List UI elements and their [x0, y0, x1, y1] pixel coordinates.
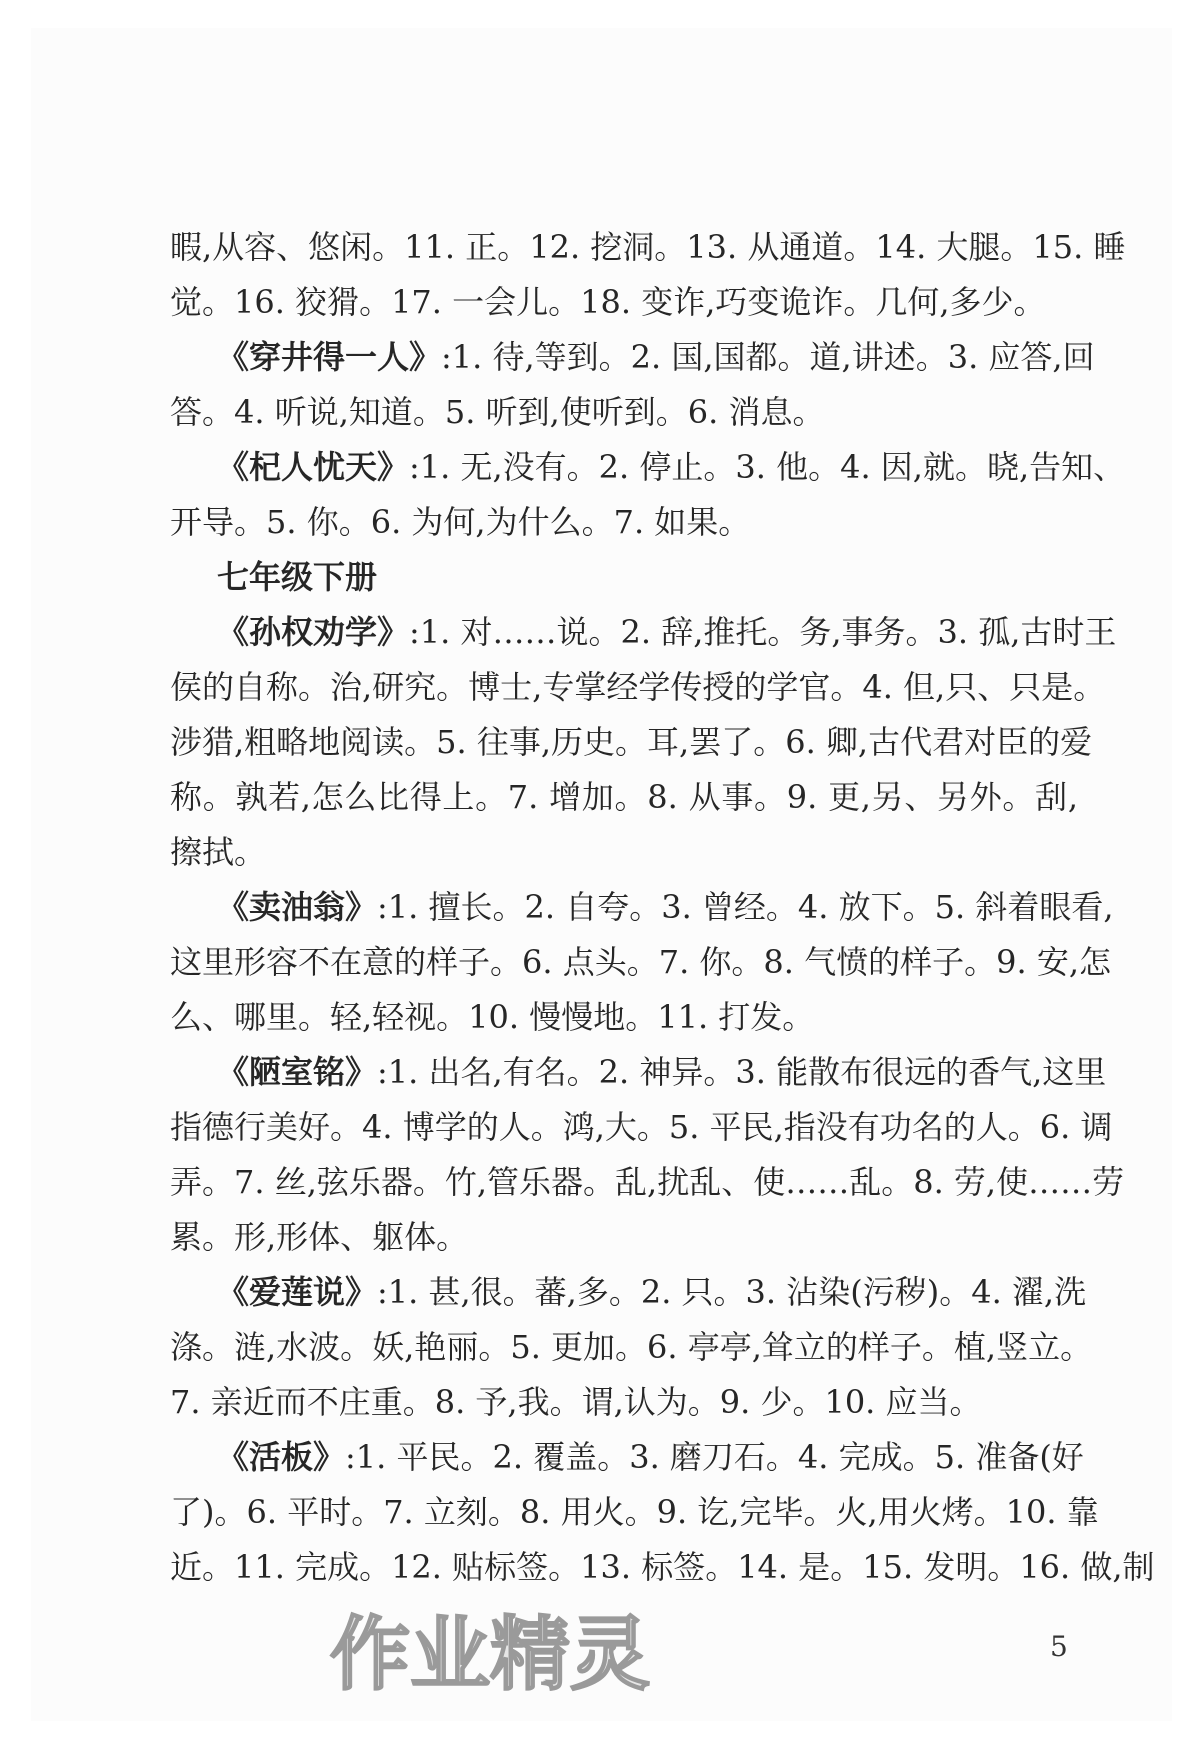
lesson-title: 《穿井得一人》 [217, 338, 442, 376]
text-line [170, 605, 1117, 660]
answer-text [170, 220, 1155, 1595]
text-line: 涉猎,粗略地阅读。5. 往事,历史。耳,罢了。6. 卿,古代君对臣的爱 [170, 723, 1093, 761]
text-line-content: :1. 待,等到。2. 国,国都。道,讲述。3. 应答,回 [441, 338, 1095, 376]
lesson-title: 《杞人忧天》 [217, 448, 410, 486]
text-line: 答。4. 听说,知道。5. 听到,使听到。6. 消息。 [170, 393, 825, 431]
text-line: 开导。5. 你。6. 为何,为什么。7. 如果。 [170, 503, 751, 541]
text-line: 称。孰若,怎么比得上。7. 增加。8. 从事。9. 更,另、另外。刮, [170, 778, 1078, 816]
text-line-content: :1. 平民。2. 覆盖。3. 磨刀石。4. 完成。5. 准备(好 [345, 1438, 1084, 1476]
section-heading: 七年级下册 [217, 558, 378, 596]
text-line: 指德行美好。4. 博学的人。鸿,大。5. 平民,指没有功名的人。6. 调 [170, 1108, 1113, 1146]
text-line [170, 880, 1114, 935]
text-line: 7. 亲近而不庄重。8. 予,我。谓,认为。9. 少。10. 应当。 [170, 1383, 982, 1421]
lesson-title: 《活板》 [217, 1438, 346, 1476]
text-line [170, 1265, 1087, 1320]
text-line-content: :1. 对……说。2. 辞,推托。务,事务。3. 孤,古时王 [409, 613, 1117, 651]
text-line [170, 1045, 1107, 1100]
text-line-content: :1. 出名,有名。2. 神异。3. 能散布很远的香气,这里 [377, 1053, 1107, 1091]
text-line [170, 330, 1095, 385]
page-number: 5 [1050, 1630, 1068, 1663]
text-line: 涤。涟,水波。妖,艳丽。5. 更加。6. 亭亭,耸立的样子。植,竖立。 [170, 1328, 1093, 1366]
text-line: 这里形容不在意的样子。6. 点头。7. 你。8. 气愤的样子。9. 安,怎 [170, 943, 1111, 981]
lesson-title: 《陋室铭》 [217, 1053, 378, 1091]
text-line: 侯的自称。治,研究。博士,专掌经学传授的学官。4. 但,只、只是。 [170, 668, 1106, 706]
text-line-content: :1. 擅长。2. 自夸。3. 曾经。4. 放下。5. 斜着眼看, [377, 888, 1114, 926]
text-line: 弄。7. 丝,弦乐器。竹,管乐器。乱,扰乱、使……乱。8. 劳,使……劳 [170, 1163, 1125, 1201]
text-line: 了)。6. 平时。7. 立刻。8. 用火。9. 讫,完毕。火,用火烤。10. 靠 [170, 1493, 1099, 1531]
lesson-title: 《孙权劝学》 [217, 613, 410, 651]
lesson-title: 《卖油翁》 [217, 888, 378, 926]
text-line [170, 1430, 1084, 1485]
text-line: 近。11. 完成。12. 贴标签。13. 标签。14. 是。15. 发明。16. 做,制 [170, 1548, 1155, 1586]
text-line [170, 440, 1126, 495]
text-line: 累。形,形体、躯体。 [170, 1218, 469, 1256]
lesson-title: 《爱莲说》 [217, 1273, 378, 1311]
text-line-content: :1. 甚,很。蕃,多。2. 只。3. 沾染(污秽)。4. 濯,洗 [377, 1273, 1087, 1311]
text-line-content: :1. 无,没有。2. 停止。3. 他。4. 因,就。晓,告知、 [409, 448, 1126, 486]
text-line: 觉。16. 狡猾。17. 一会儿。18. 变诈,巧变诡诈。几何,多少。 [170, 283, 1046, 321]
text-line: 么、哪里。轻,轻视。10. 慢慢地。11. 打发。 [170, 998, 815, 1036]
watermark: 作业精灵 [330, 1608, 650, 1701]
text-line: 擦拭。 [170, 833, 267, 871]
text-line: 暇,从容、悠闲。11. 正。12. 挖洞。13. 从通道。14. 大腿。15. 睡 [170, 228, 1126, 266]
